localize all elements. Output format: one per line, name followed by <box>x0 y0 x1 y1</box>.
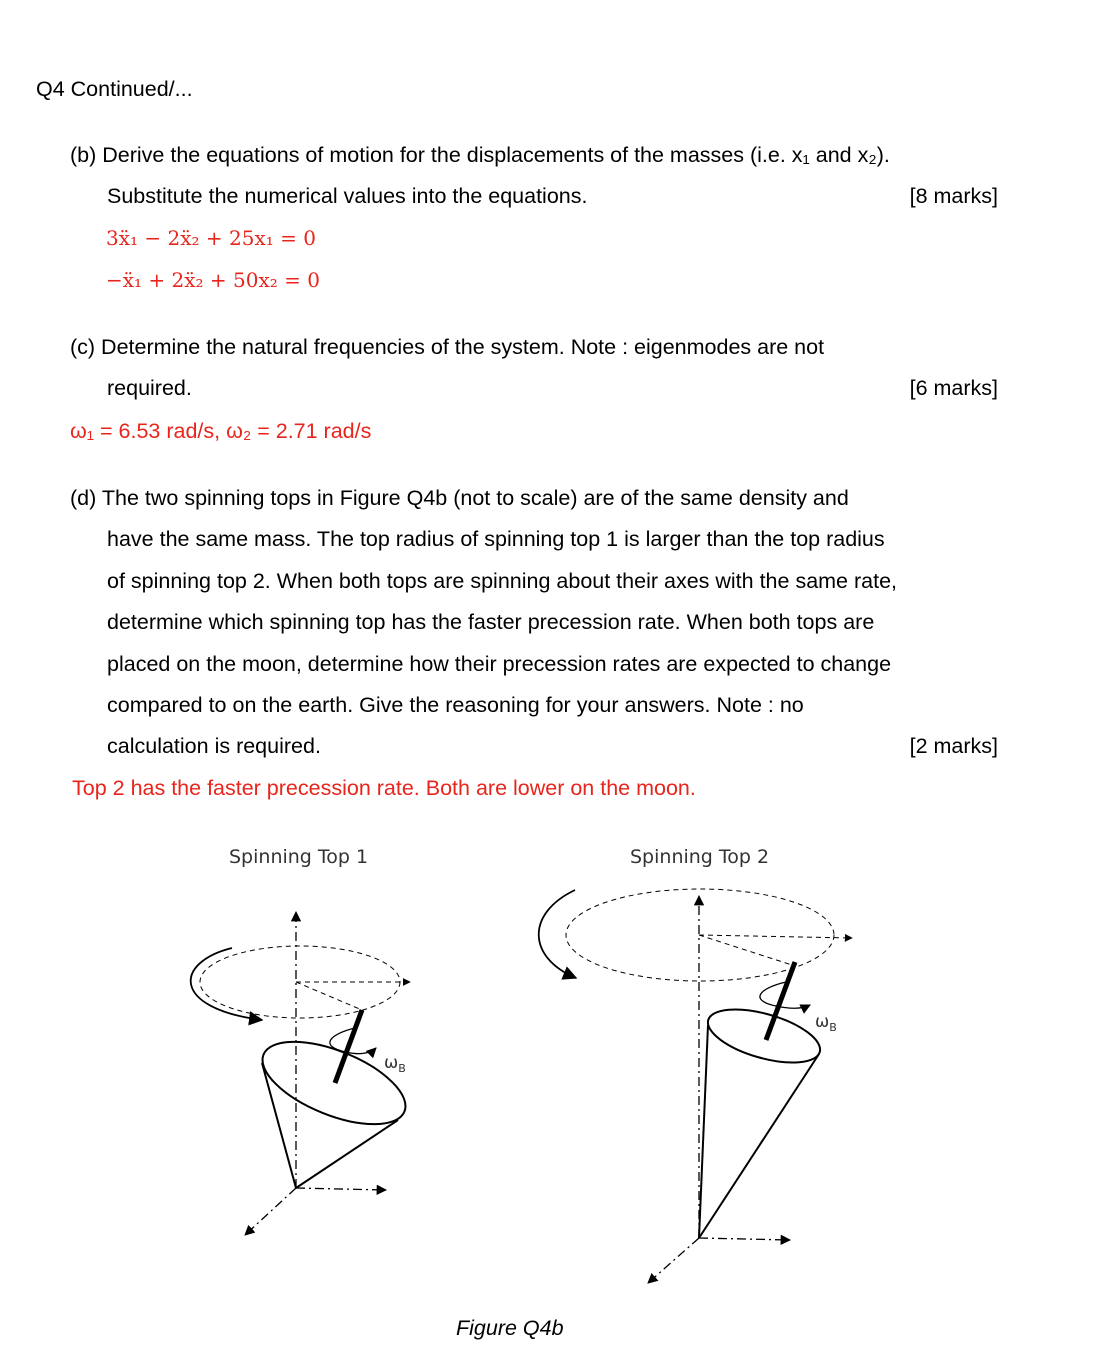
top2-precession-arrow-icon <box>539 890 576 978</box>
spinning-top-2-diagram <box>539 889 852 1283</box>
top2-tip-line <box>699 935 792 965</box>
top1-precession-arrow-icon <box>191 948 262 1020</box>
page-header: Q4 Continued/... <box>36 77 193 101</box>
top2-spin-shaft <box>766 962 795 1040</box>
top1-omega-label: $\omega_B$ <box>384 1053 406 1075</box>
top2-depth-axis <box>648 1238 699 1283</box>
top1-spin-shaft <box>335 1010 362 1083</box>
part-b-question-line-2: Substitute the numerical values into the equations. <box>107 184 588 208</box>
part-d-marks: [2 marks] <box>909 734 998 758</box>
part-c-marks: [6 marks] <box>909 376 998 400</box>
part-c-question-line-1: (c) Determine the natural frequencies of the system. Note : eigenmodes are not <box>70 335 825 359</box>
top2-omega-label: $\omega_B$ <box>815 1012 837 1034</box>
part-d-question-line-7: calculation is required. <box>107 734 321 758</box>
part-d-question-line-4: determine which spinning top has the faster precession rate. When both tops are <box>107 610 875 634</box>
part-d-question-line-2: have the same mass. The top radius of spinning top 1 is larger than the top radius <box>107 527 885 551</box>
top1-cone-side-left <box>262 1063 296 1188</box>
top2-radius-line <box>699 935 852 938</box>
part-d-question-line-5: placed on the moon, determine how their precession rates are expected to change <box>107 652 892 676</box>
part-b-answer-equation-1: 3ẍ₁ − 2ẍ₂ + 25x₁ = 0 <box>106 226 316 250</box>
top2-horizontal-axis <box>699 1238 790 1240</box>
top2-cone-side-left <box>699 1025 708 1238</box>
top1-horizontal-axis <box>296 1188 386 1190</box>
top1-depth-axis <box>245 1188 296 1235</box>
spinning-top-1-diagram <box>191 912 417 1235</box>
spinning-top-2-label: Spinning Top 2 <box>630 846 770 868</box>
part-b-question-line-1: (b) Derive the equations of motion for the displacements of the masses (i.e. x₁ and x₂). <box>70 143 890 167</box>
top1-tip-line <box>296 982 362 1010</box>
top2-cone-top <box>702 999 826 1073</box>
part-d-answer: Top 2 has the faster precession rate. Both are lower on the moon. <box>72 776 696 800</box>
part-c-answer: ω₁ = 6.53 rad/s, ω₂ = 2.71 rad/s <box>70 419 372 443</box>
part-b-marks: [8 marks] <box>909 184 998 208</box>
figure-caption: Figure Q4b <box>456 1316 564 1340</box>
top2-cone-side-right <box>699 1054 819 1238</box>
part-d-question-line-1: (d) The two spinning tops in Figure Q4b (not to scale) are of the same density and <box>70 486 849 510</box>
spinning-top-1-label: Spinning Top 1 <box>229 846 369 868</box>
part-d-question-line-3: of spinning top 2. When both tops are spinning about their axes with the same rate, <box>107 569 898 593</box>
part-d-question-line-6: compared to on the earth. Give the reasoning for your answers. Note : no <box>107 693 804 717</box>
top1-cone-side-right <box>296 1120 398 1188</box>
part-b-answer-equation-2: −ẍ₁ + 2ẍ₂ + 50x₂ = 0 <box>106 268 320 292</box>
part-c-question-line-2: required. <box>107 376 192 400</box>
